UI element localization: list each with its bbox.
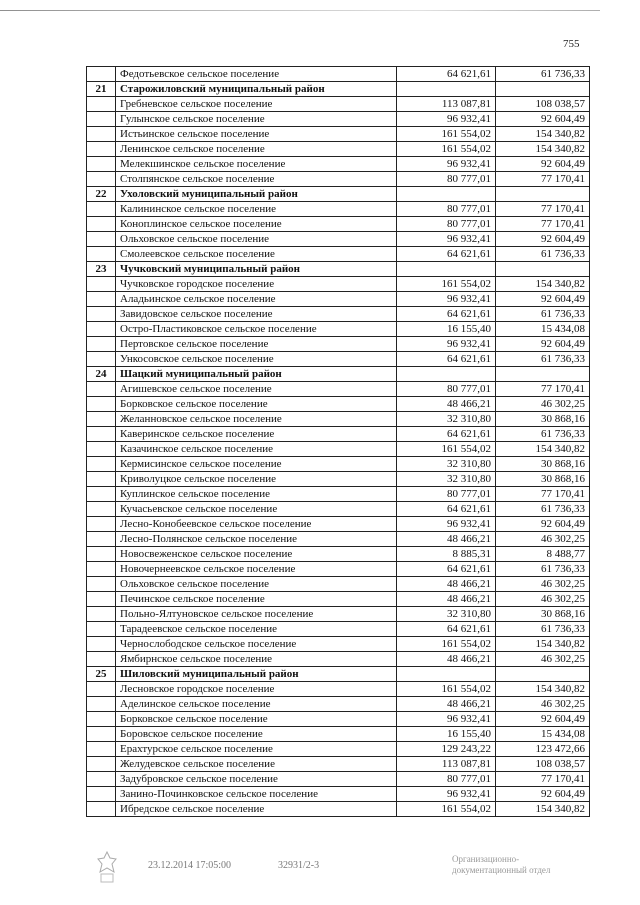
- amount-2-cell: 92 604,49: [496, 112, 590, 127]
- table-row: [87, 682, 590, 697]
- amount-2-cell: 154 340,82: [496, 442, 590, 457]
- settlement-name-cell: Шацкий муниципальный район: [116, 367, 397, 382]
- row-number-cell: [87, 727, 116, 742]
- amount-1-cell: 32 310,80: [397, 472, 496, 487]
- amount-1-cell: 96 932,41: [397, 712, 496, 727]
- amount-1-cell: 64 621,61: [397, 352, 496, 367]
- settlement-name-cell: Борковское сельское поселение: [116, 712, 397, 727]
- amount-2-cell: 92 604,49: [496, 517, 590, 532]
- table-row: [87, 217, 590, 232]
- amount-1-cell: 64 621,61: [397, 307, 496, 322]
- table-row: [87, 577, 590, 592]
- amount-2-cell: 61 736,33: [496, 352, 590, 367]
- table-row: [87, 232, 590, 247]
- settlement-name-cell: Чучковский муниципальный район: [116, 262, 397, 277]
- amount-1-cell: 48 466,21: [397, 697, 496, 712]
- district-row: [87, 82, 590, 97]
- stamp-line-2: документационный отдел: [452, 865, 551, 875]
- table-row: [87, 292, 590, 307]
- scan-edge-line: [0, 10, 600, 11]
- amount-1-cell: 96 932,41: [397, 112, 496, 127]
- row-number-cell: [87, 247, 116, 262]
- table-row: [87, 412, 590, 427]
- amount-2-cell: 30 868,16: [496, 412, 590, 427]
- row-number-cell: [87, 322, 116, 337]
- row-number-cell: [87, 352, 116, 367]
- amount-2-cell: 46 302,25: [496, 532, 590, 547]
- table-row: [87, 697, 590, 712]
- settlement-name-cell: Коноплинское сельское поселение: [116, 217, 397, 232]
- settlement-name-cell: Столпянское сельское поселение: [116, 172, 397, 187]
- settlement-name-cell: Калининское сельское поселение: [116, 202, 397, 217]
- table-row: [87, 712, 590, 727]
- table-row: [87, 637, 590, 652]
- row-number-cell: [87, 622, 116, 637]
- settlement-name-cell: Новосвеженское сельское поселение: [116, 547, 397, 562]
- table-row: [87, 517, 590, 532]
- row-number-cell: [87, 772, 116, 787]
- amount-2-cell: 77 170,41: [496, 487, 590, 502]
- amount-1-cell: 48 466,21: [397, 532, 496, 547]
- amount-1-cell: 16 155,40: [397, 322, 496, 337]
- amount-2-cell: 61 736,33: [496, 307, 590, 322]
- row-number-cell: [87, 562, 116, 577]
- amount-1-cell: 96 932,41: [397, 232, 496, 247]
- table-row: [87, 802, 590, 817]
- row-number-cell: [87, 472, 116, 487]
- amount-2-cell: 154 340,82: [496, 127, 590, 142]
- table-row: [87, 112, 590, 127]
- amount-1-cell: 48 466,21: [397, 652, 496, 667]
- settlement-name-cell: Кермисинское сельское поселение: [116, 457, 397, 472]
- row-number-cell: [87, 502, 116, 517]
- settlement-name-cell: Старожиловский муниципальный район: [116, 82, 397, 97]
- amount-1-cell: 161 554,02: [397, 682, 496, 697]
- amount-2-cell: 46 302,25: [496, 577, 590, 592]
- settlement-name-cell: Мелекшинское сельское поселение: [116, 157, 397, 172]
- row-number-cell: [87, 217, 116, 232]
- settlement-name-cell: Агишевское сельское поселение: [116, 382, 397, 397]
- amount-2-cell: 15 434,08: [496, 727, 590, 742]
- row-number-cell: [87, 592, 116, 607]
- row-number-cell: [87, 412, 116, 427]
- amount-1-cell: 8 885,31: [397, 547, 496, 562]
- amount-2-cell: 108 038,57: [496, 97, 590, 112]
- district-row: [87, 667, 590, 682]
- amount-1-cell: 64 621,61: [397, 562, 496, 577]
- table-row: [87, 742, 590, 757]
- amount-1-cell: 161 554,02: [397, 442, 496, 457]
- row-number-cell: 23: [87, 262, 116, 277]
- row-number-cell: [87, 307, 116, 322]
- amount-2-cell: 30 868,16: [496, 457, 590, 472]
- district-row: [87, 187, 590, 202]
- row-number-cell: [87, 487, 116, 502]
- table-row: [87, 127, 590, 142]
- amount-2-cell: 61 736,33: [496, 67, 590, 82]
- amount-1-cell: [397, 82, 496, 97]
- row-number-cell: [87, 397, 116, 412]
- amount-2-cell: 30 868,16: [496, 472, 590, 487]
- amount-2-cell: 61 736,33: [496, 502, 590, 517]
- amount-2-cell: 92 604,49: [496, 232, 590, 247]
- amount-2-cell: 92 604,49: [496, 292, 590, 307]
- table-row: [87, 67, 590, 82]
- row-number-cell: [87, 232, 116, 247]
- amount-2-cell: 108 038,57: [496, 757, 590, 772]
- settlement-name-cell: Желанновское сельское поселение: [116, 412, 397, 427]
- amount-1-cell: 161 554,02: [397, 802, 496, 817]
- amount-1-cell: 48 466,21: [397, 397, 496, 412]
- amount-2-cell: 15 434,08: [496, 322, 590, 337]
- amount-1-cell: 161 554,02: [397, 127, 496, 142]
- amount-1-cell: [397, 262, 496, 277]
- amount-2-cell: 92 604,49: [496, 337, 590, 352]
- row-number-cell: [87, 787, 116, 802]
- row-number-cell: [87, 682, 116, 697]
- row-number-cell: 24: [87, 367, 116, 382]
- settlement-name-cell: Завидовское сельское поселение: [116, 307, 397, 322]
- settlement-name-cell: Ольховское сельское поселение: [116, 577, 397, 592]
- table-row: [87, 502, 590, 517]
- amount-2-cell: 46 302,25: [496, 397, 590, 412]
- row-number-cell: [87, 112, 116, 127]
- amount-2-cell: 154 340,82: [496, 637, 590, 652]
- row-number-cell: [87, 157, 116, 172]
- document-code: 32931/2-3: [278, 860, 320, 871]
- table-row: [87, 172, 590, 187]
- settlement-name-cell: Шиловский муниципальный район: [116, 667, 397, 682]
- settlement-name-cell: Польно-Ялтуновское сельское поселение: [116, 607, 397, 622]
- settlement-name-cell: Ленинское сельское поселение: [116, 142, 397, 157]
- amount-1-cell: 80 777,01: [397, 202, 496, 217]
- table-row: [87, 247, 590, 262]
- table-row: [87, 607, 590, 622]
- settlement-name-cell: Новочернеевское сельское поселение: [116, 562, 397, 577]
- amount-1-cell: [397, 367, 496, 382]
- settlement-name-cell: Боровское сельское поселение: [116, 727, 397, 742]
- row-number-cell: [87, 547, 116, 562]
- table-row: [87, 427, 590, 442]
- amount-1-cell: 64 621,61: [397, 247, 496, 262]
- amount-2-cell: 61 736,33: [496, 427, 590, 442]
- row-number-cell: [87, 277, 116, 292]
- table-row: [87, 487, 590, 502]
- amount-1-cell: 113 087,81: [397, 97, 496, 112]
- amount-1-cell: 80 777,01: [397, 772, 496, 787]
- settlement-name-cell: Истьинское сельское поселение: [116, 127, 397, 142]
- settlement-name-cell: Ункосовское сельское поселение: [116, 352, 397, 367]
- amount-1-cell: 64 621,61: [397, 622, 496, 637]
- row-number-cell: [87, 742, 116, 757]
- amount-1-cell: 32 310,80: [397, 607, 496, 622]
- table-row: [87, 622, 590, 637]
- row-number-cell: [87, 712, 116, 727]
- settlement-name-cell: Криволуцкое сельское поселение: [116, 472, 397, 487]
- settlement-name-cell: Тарадеевское сельское поселение: [116, 622, 397, 637]
- amount-1-cell: 80 777,01: [397, 172, 496, 187]
- amount-2-cell: [496, 667, 590, 682]
- amount-1-cell: 32 310,80: [397, 412, 496, 427]
- amount-2-cell: 77 170,41: [496, 217, 590, 232]
- amount-2-cell: 77 170,41: [496, 202, 590, 217]
- settlement-name-cell: Ибредское сельское поселение: [116, 802, 397, 817]
- emblem-icon: [92, 850, 122, 886]
- table-row: [87, 202, 590, 217]
- settlement-name-cell: Каверинское сельское поселение: [116, 427, 397, 442]
- amount-1-cell: 48 466,21: [397, 592, 496, 607]
- row-number-cell: [87, 457, 116, 472]
- amount-1-cell: 16 155,40: [397, 727, 496, 742]
- amount-1-cell: [397, 667, 496, 682]
- amount-1-cell: 96 932,41: [397, 157, 496, 172]
- settlement-name-cell: Кучасьевское сельское поселение: [116, 502, 397, 517]
- amount-2-cell: 77 170,41: [496, 172, 590, 187]
- settlement-name-cell: Чучковское городское поселение: [116, 277, 397, 292]
- page-number: 755: [563, 38, 580, 50]
- amount-2-cell: 154 340,82: [496, 142, 590, 157]
- row-number-cell: [87, 202, 116, 217]
- table-row: [87, 382, 590, 397]
- table-row: [87, 352, 590, 367]
- amount-1-cell: 96 932,41: [397, 787, 496, 802]
- table-row: [87, 472, 590, 487]
- table-row: [87, 787, 590, 802]
- amount-2-cell: 46 302,25: [496, 697, 590, 712]
- table-row: [87, 157, 590, 172]
- settlement-name-cell: Борковское сельское поселение: [116, 397, 397, 412]
- amount-2-cell: 77 170,41: [496, 382, 590, 397]
- settlement-name-cell: Гребневское сельское поселение: [116, 97, 397, 112]
- row-number-cell: [87, 382, 116, 397]
- settlement-name-cell: Гулынское сельское поселение: [116, 112, 397, 127]
- settlement-name-cell: Ямбирнское сельское поселение: [116, 652, 397, 667]
- table-row: [87, 562, 590, 577]
- table-row: [87, 757, 590, 772]
- amount-1-cell: 113 087,81: [397, 757, 496, 772]
- settlement-name-cell: Лесно-Конобеевское сельское поселение: [116, 517, 397, 532]
- row-number-cell: [87, 337, 116, 352]
- table-row: [87, 727, 590, 742]
- settlement-name-cell: Ерахтурское сельское поселение: [116, 742, 397, 757]
- settlement-name-cell: Казачинское сельское поселение: [116, 442, 397, 457]
- print-datetime: 23.12.2014 17:05:00: [148, 860, 232, 871]
- settlement-name-cell: Печинское сельское поселение: [116, 592, 397, 607]
- settlement-name-cell: Желудевское сельское поселение: [116, 757, 397, 772]
- amount-1-cell: 161 554,02: [397, 637, 496, 652]
- amount-2-cell: [496, 262, 590, 277]
- amount-2-cell: 92 604,49: [496, 712, 590, 727]
- amount-1-cell: [397, 187, 496, 202]
- row-number-cell: [87, 532, 116, 547]
- amount-1-cell: 96 932,41: [397, 292, 496, 307]
- allocation-table: [86, 66, 590, 817]
- amount-2-cell: [496, 82, 590, 97]
- row-number-cell: [87, 427, 116, 442]
- settlement-name-cell: Занино-Починковское сельское поселение: [116, 787, 397, 802]
- settlement-name-cell: Лесновское городское поселение: [116, 682, 397, 697]
- table-row: [87, 337, 590, 352]
- amount-1-cell: 80 777,01: [397, 217, 496, 232]
- row-number-cell: [87, 697, 116, 712]
- row-number-cell: [87, 577, 116, 592]
- amount-1-cell: 80 777,01: [397, 382, 496, 397]
- settlement-name-cell: Чернослободское сельское поселение: [116, 637, 397, 652]
- row-number-cell: [87, 292, 116, 307]
- amount-1-cell: 161 554,02: [397, 142, 496, 157]
- settlement-name-cell: Куплинское сельское поселение: [116, 487, 397, 502]
- settlement-name-cell: Ухоловский муниципальный район: [116, 187, 397, 202]
- amount-1-cell: 64 621,61: [397, 427, 496, 442]
- district-row: [87, 262, 590, 277]
- row-number-cell: [87, 172, 116, 187]
- row-number-cell: [87, 757, 116, 772]
- row-number-cell: 21: [87, 82, 116, 97]
- table-row: [87, 772, 590, 787]
- row-number-cell: [87, 802, 116, 817]
- table-row: [87, 592, 590, 607]
- amount-2-cell: 8 488,77: [496, 547, 590, 562]
- settlement-name-cell: Аделинское сельское поселение: [116, 697, 397, 712]
- amount-2-cell: 154 340,82: [496, 682, 590, 697]
- row-number-cell: [87, 652, 116, 667]
- row-number-cell: [87, 142, 116, 157]
- row-number-cell: 22: [87, 187, 116, 202]
- amount-1-cell: 80 777,01: [397, 487, 496, 502]
- district-row: [87, 367, 590, 382]
- amount-1-cell: 48 466,21: [397, 577, 496, 592]
- row-number-cell: [87, 67, 116, 82]
- settlement-name-cell: Аладьинское сельское поселение: [116, 292, 397, 307]
- settlement-name-cell: Лесно-Полянское сельское поселение: [116, 532, 397, 547]
- settlement-name-cell: Федотьевское сельское поселение: [116, 67, 397, 82]
- settlement-name-cell: Ольховское сельское поселение: [116, 232, 397, 247]
- amount-1-cell: 129 243,22: [397, 742, 496, 757]
- amount-2-cell: 77 170,41: [496, 772, 590, 787]
- settlement-name-cell: Смолеевское сельское поселение: [116, 247, 397, 262]
- amount-2-cell: 61 736,33: [496, 247, 590, 262]
- amount-1-cell: 32 310,80: [397, 457, 496, 472]
- amount-2-cell: [496, 187, 590, 202]
- table-row: [87, 547, 590, 562]
- stamp-line-1: Организационно-: [452, 854, 520, 864]
- table-row: [87, 457, 590, 472]
- amount-2-cell: [496, 367, 590, 382]
- table-row: [87, 307, 590, 322]
- table-row: [87, 442, 590, 457]
- table-row: [87, 397, 590, 412]
- amount-1-cell: 161 554,02: [397, 277, 496, 292]
- table-row: [87, 322, 590, 337]
- amount-2-cell: 154 340,82: [496, 802, 590, 817]
- table-row: [87, 97, 590, 112]
- amount-2-cell: 123 472,66: [496, 742, 590, 757]
- row-number-cell: [87, 127, 116, 142]
- table-row: [87, 652, 590, 667]
- amount-1-cell: 96 932,41: [397, 517, 496, 532]
- amount-2-cell: 92 604,49: [496, 787, 590, 802]
- department-stamp: [452, 854, 582, 876]
- amount-2-cell: 154 340,82: [496, 277, 590, 292]
- amount-2-cell: 46 302,25: [496, 592, 590, 607]
- amount-2-cell: 92 604,49: [496, 157, 590, 172]
- row-number-cell: [87, 442, 116, 457]
- row-number-cell: [87, 607, 116, 622]
- amount-1-cell: 64 621,61: [397, 67, 496, 82]
- row-number-cell: [87, 517, 116, 532]
- amount-1-cell: 64 621,61: [397, 502, 496, 517]
- row-number-cell: [87, 637, 116, 652]
- amount-2-cell: 30 868,16: [496, 607, 590, 622]
- amount-2-cell: 46 302,25: [496, 652, 590, 667]
- amount-1-cell: 96 932,41: [397, 337, 496, 352]
- amount-2-cell: 61 736,33: [496, 622, 590, 637]
- settlement-name-cell: Пертовское сельское поселение: [116, 337, 397, 352]
- table-row: [87, 142, 590, 157]
- amount-2-cell: 61 736,33: [496, 562, 590, 577]
- table-row: [87, 277, 590, 292]
- row-number-cell: [87, 97, 116, 112]
- table-row: [87, 532, 590, 547]
- settlement-name-cell: Задубровское сельское поселение: [116, 772, 397, 787]
- row-number-cell: 25: [87, 667, 116, 682]
- settlement-name-cell: Остро-Пластиковское сельское поселение: [116, 322, 397, 337]
